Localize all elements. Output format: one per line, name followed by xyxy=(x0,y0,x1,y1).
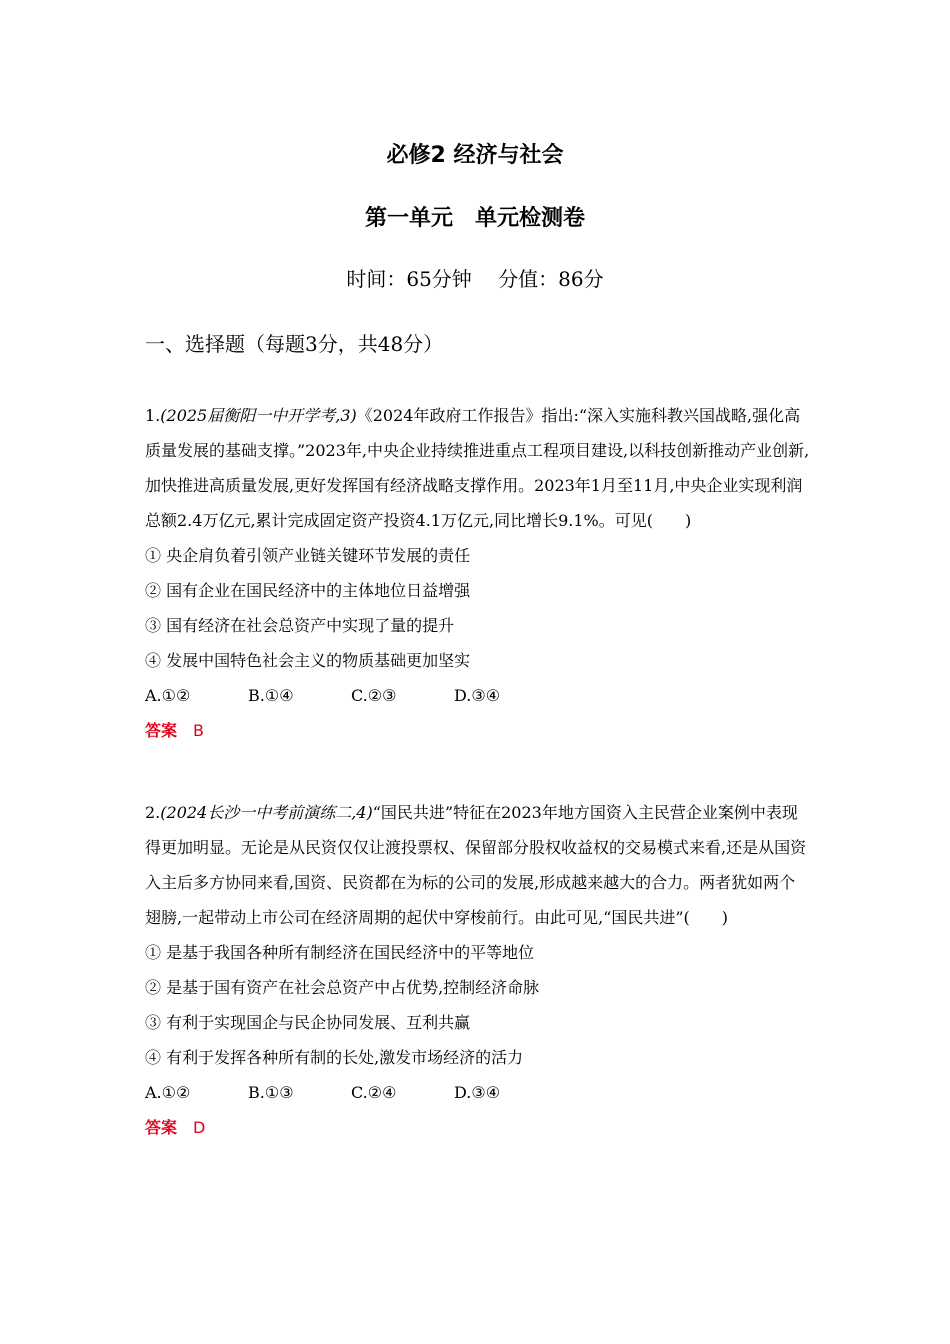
answer-choices xyxy=(145,1075,810,1110)
option-2: ② 国有企业在国民经济中的主体地位日益增强 xyxy=(145,581,471,600)
choice-b: B.①③ xyxy=(248,1083,294,1102)
choice-c: C.②③ xyxy=(351,686,397,705)
option-2: ② 是基于国有资产在社会总资产中占优势,控制经济命脉 xyxy=(145,978,540,997)
option-1: ① 是基于我国各种所有制经济在国民经济中的平等地位 xyxy=(145,943,535,962)
unit-title: 第一单元 单元检测卷 xyxy=(364,206,585,231)
question-stem xyxy=(145,398,810,538)
option-4: ④ 有利于发挥各种所有制的长处,激发市场经济的活力 xyxy=(145,1048,524,1067)
book-title: 必修2 经济与社会 xyxy=(386,143,564,168)
choice-b: B.①④ xyxy=(248,686,294,705)
option-3: ③ 国有经济在社会总资产中实现了量的提升 xyxy=(145,616,455,635)
answer-label: 答案 xyxy=(145,721,178,740)
choice-c: C.②④ xyxy=(351,1083,397,1102)
choice-a: A.①② xyxy=(145,686,191,705)
question-text: 《2024年政府工作报告》指出:“深入实施科教兴国战略,强化高质量发展的基础支撑。”2023年,中央企业持续推进重点工程项目建设,以科技创新推动产业创新,加快推进高质量发展,更好发挥国有经济战略支撑作用。2023年1月至11月,中央企业实现利润总额2.4万亿元,累计完成固定资产投资4.1万亿元,同比增长9.1%。可见( ) xyxy=(145,406,810,530)
question-number: 2. xyxy=(145,803,161,822)
answer-label: 答案 xyxy=(145,1118,178,1137)
answer-choices xyxy=(145,678,810,713)
question-source: (2025届衡阳一中开学考,3) xyxy=(160,406,357,425)
question-text: “国民共进”特征在2023年地方国资入主民营企业案例中表现得更加明显。无论是从民资仅仅让渡投票权、保留部分股权收益权的交易模式来看,还是从国资入主后多方协同来看,国资、民资都在为标的公司的发展,形成越来越大的合力。两者犹如两个翅膀,一起带动上市公司在经济周期的起伏中穿梭前行。由此可见,“国民共进”( ) xyxy=(145,803,807,927)
question-2 xyxy=(145,795,810,1145)
choice-d: D.③④ xyxy=(454,1083,501,1102)
question-source: (2024长沙一中考前演练二,4) xyxy=(160,803,373,822)
question-number: 1. xyxy=(145,406,161,425)
question-stem xyxy=(145,795,810,935)
answer-value: B xyxy=(193,721,204,740)
question-1 xyxy=(145,398,810,748)
exam-meta: 时间：65分钟 分值：86分 xyxy=(346,267,604,291)
option-1: ① 央企肩负着引领产业链关键环节发展的责任 xyxy=(145,546,471,565)
choice-a: A.①② xyxy=(145,1083,191,1102)
choice-d: D.③④ xyxy=(454,686,501,705)
option-4: ④ 发展中国特色社会主义的物质基础更加坚实 xyxy=(145,651,471,670)
option-3: ③ 有利于实现国企与民企协同发展、互利共赢 xyxy=(145,1013,471,1032)
answer-value: D xyxy=(193,1118,206,1137)
answer-line xyxy=(145,1110,810,1145)
section-title: 一、选择题（每题3分，共48分） xyxy=(145,332,444,356)
answer-line xyxy=(145,713,810,748)
